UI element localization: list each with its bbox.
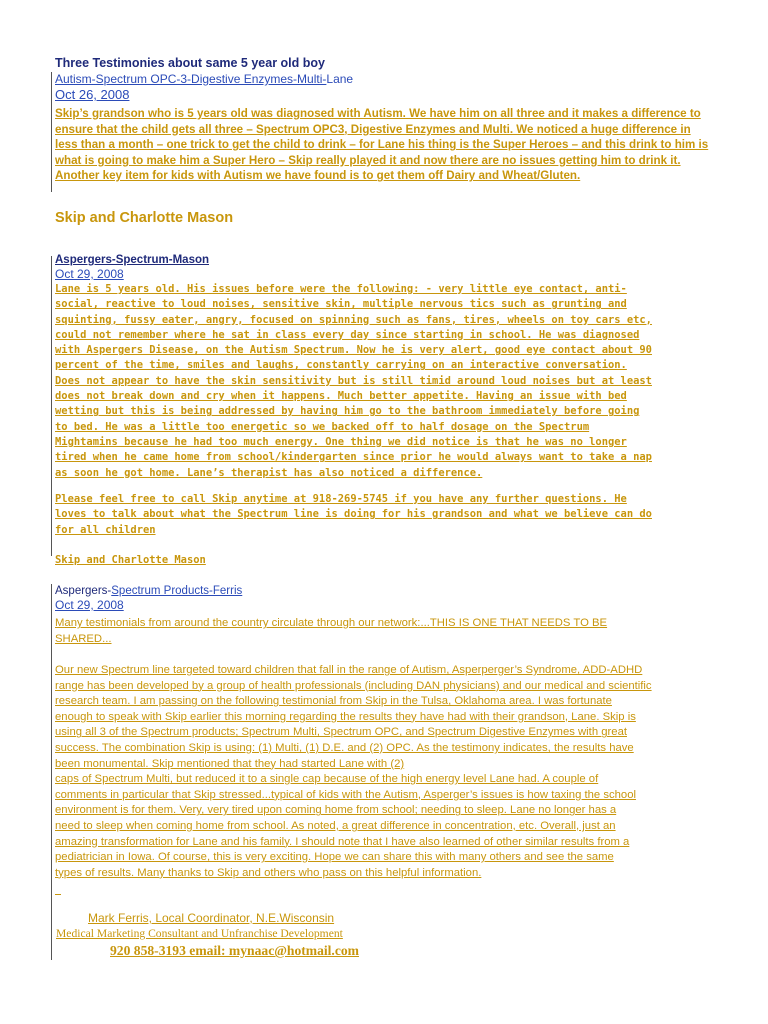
body-line: need to sleep when coming home from school. As noted, a great difference in concentration, etc. Overall, just an <box>55 819 616 832</box>
body-line: pediatrician in Iowa. Of course, this is very exciting. Hope we can share this with many others and see the same <box>55 851 614 864</box>
testimony-2-line: percent of the time, smiles and laughs, constantly carrying on an interactive conversation. <box>55 359 627 372</box>
testimony-1-line: less than a month – one trick to get the child to drink – for Lane his thing is the Super Heroes – and this drink to him is <box>55 138 709 152</box>
testimony-1-line: Another key item for kids with Autism we have found is to get them off Dairy and Wheat/Gluten. <box>55 169 581 183</box>
testimony-3-intro <box>55 616 715 647</box>
testimony-3-header <box>55 585 715 612</box>
testimony-2-line: Does not appear to have the skin sensitivity but is still timid around loud noises but at least <box>55 374 652 387</box>
testimony-1-line: ensure that the child gets all three – Spectrum OPC3, Digestive Enzymes and Multi. We noticed a huge difference in <box>55 122 691 136</box>
contact-line: for all children <box>55 523 156 536</box>
body-line: using all 3 of the Spectrum products; Spectrum Multi, Spectrum OPC, and Spectrum Digestive Enzymes with great <box>55 726 627 739</box>
testimony-2-heading[interactable]: Aspergers-Spectrum-Mason <box>55 254 210 266</box>
margin-rule <box>51 584 52 960</box>
margin-rule <box>51 72 52 192</box>
intro-line: Many testimonials from around the country circulate through our network:...THIS IS ONE THAT NEEDS TO BE <box>55 617 608 629</box>
testimony-1-line: Skip’s grandson who is 5 years old was diagnosed with Autism. We have him on all three and it makes a difference to <box>55 107 701 120</box>
testimony-2-line: social, reactive to loud noises, sensitive skin, multiple nervous tics such as grunting and <box>55 298 627 311</box>
testimony-2-contact <box>55 492 715 538</box>
testimony-2-body <box>55 282 715 481</box>
document-title: Three Testimonies about same 5 year old boy <box>55 56 325 70</box>
testimony-2-line: Lane is 5 years old. His issues before were the following: - very little eye contact, anti- <box>55 283 627 295</box>
subtitle-line <box>55 72 715 86</box>
heading-link[interactable]: Spectrum Products-Ferris <box>111 585 243 597</box>
margin-rule <box>51 256 52 556</box>
testimony-2-line: Mightamins because he had too much energy. One thing we did notice is that he was no longer <box>55 435 627 448</box>
body-line: caps of Spectrum Multi, but reduced it to a single cap because of the high energy level Lane had. A couple of <box>55 773 599 786</box>
contact-line: Please feel free to call Skip anytime at 918-269-5745 if you have any further questions. He <box>55 493 627 505</box>
sig-title: Medical Marketing Consultant and Unfranchise Development <box>56 927 343 940</box>
testimony-2-header <box>55 254 715 281</box>
testimony-2-line: squinting, fussy eater, angry, focused on spinning such as fans, tires, wheels on toy cars etc, <box>55 313 652 326</box>
subtitle-link[interactable]: Autism-Spectrum OPC-3-Digestive Enzymes-Multi- <box>55 72 327 86</box>
contact-line: loves to talk about what the Spectrum line is doing for his grandson and what we believe can do <box>55 508 652 521</box>
testimony-3-heading <box>55 585 715 597</box>
testimony-3-date: Oct 29, 2008 <box>55 598 124 612</box>
body-line: types of results. Many thanks to Skip and others who pass on this helpful information. <box>55 866 482 879</box>
body-line: amazing transformation for Lane and his family. I should note that I have also learned of other similar results from a <box>55 835 630 848</box>
testimony-2-line: wetting but this is being addressed by having him go to the bathroom immediately before going <box>55 405 640 418</box>
testimony-1-signature: Skip and Charlotte Mason <box>55 210 234 226</box>
body-line: been monumental. Skip mentioned that they had started Lane with (2) <box>55 757 405 770</box>
testimony-2-line: tired when he came home from school/kindergarten since prior he would always want to take a nap <box>55 451 652 464</box>
sig-name: Mark Ferris, Local Coordinator, N.E.Wisconsin <box>88 911 335 925</box>
body-line: range has been developed by a group of health professionals (including DAN physicians) and our medical and scientific <box>55 679 652 692</box>
body-line: enough to speak with Skip earlier this morning regarding the results they have had with their grandson, Lane. Skip is <box>55 710 636 723</box>
testimony-2-line: could not remember where he sat in class every day since starting in school. He was diagnosed <box>55 328 640 341</box>
subtitle-tail: Lane <box>326 72 354 86</box>
testimony-1-body <box>55 106 715 184</box>
body-line: Our new Spectrum line targeted toward children that fall in the range of Autism, Asperperger’s Syndrome, ADD-ADHD <box>55 664 643 676</box>
testimony-1-line: what is going to make him a Super Hero – Skip really played it and now there are no issues getting him to drink it. <box>55 153 681 167</box>
testimony-2-date: Oct 29, 2008 <box>55 267 124 281</box>
testimony-2-line: does not break down and cry when it happens. Much better appetite. Having an issue with bed <box>55 390 627 403</box>
testimony-1-date: Oct 26, 2008 <box>55 87 130 102</box>
body-line: success. The combination Skip is using: (1) Multi, (1) D.E. and (2) OPC. As the testimony indicates, the results have <box>55 741 634 754</box>
intro-line: SHARED... <box>55 632 112 645</box>
testimony-1-header <box>55 56 715 102</box>
body-line: comments in particular that Skip stressed...typical of kids with the Autism, Asperger’s issues is how taxing the school <box>55 788 637 801</box>
testimony-2-signature: Skip and Charlotte Mason <box>55 554 206 566</box>
sig-contact: 920 858-3193 email: mynaac@hotmail.com <box>110 943 359 958</box>
testimony-3-body <box>55 663 715 881</box>
testimony-2-line: to bed. He was a little too energetic so we backed off to half dosage on the Spectrum <box>55 420 590 433</box>
body-line: environment is for them. Very, very tired upon coming home from school; needing to sleep. Lane no longer has a <box>55 804 617 817</box>
testimony-2-line: with Aspergers Disease, on the Autism Spectrum. Now he is very alert, good eye contact about 90 <box>55 344 652 357</box>
heading-plain: Aspergers- <box>55 585 112 597</box>
body-line: research team. I am passing on the following testimonial from Skip in the Tulsa, Oklahoma area. I was fortunate <box>55 695 612 708</box>
signature-spacer <box>55 893 61 895</box>
testimony-2-line: as soon he got home. Lane’s therapist has also noticed a difference. <box>55 466 483 479</box>
